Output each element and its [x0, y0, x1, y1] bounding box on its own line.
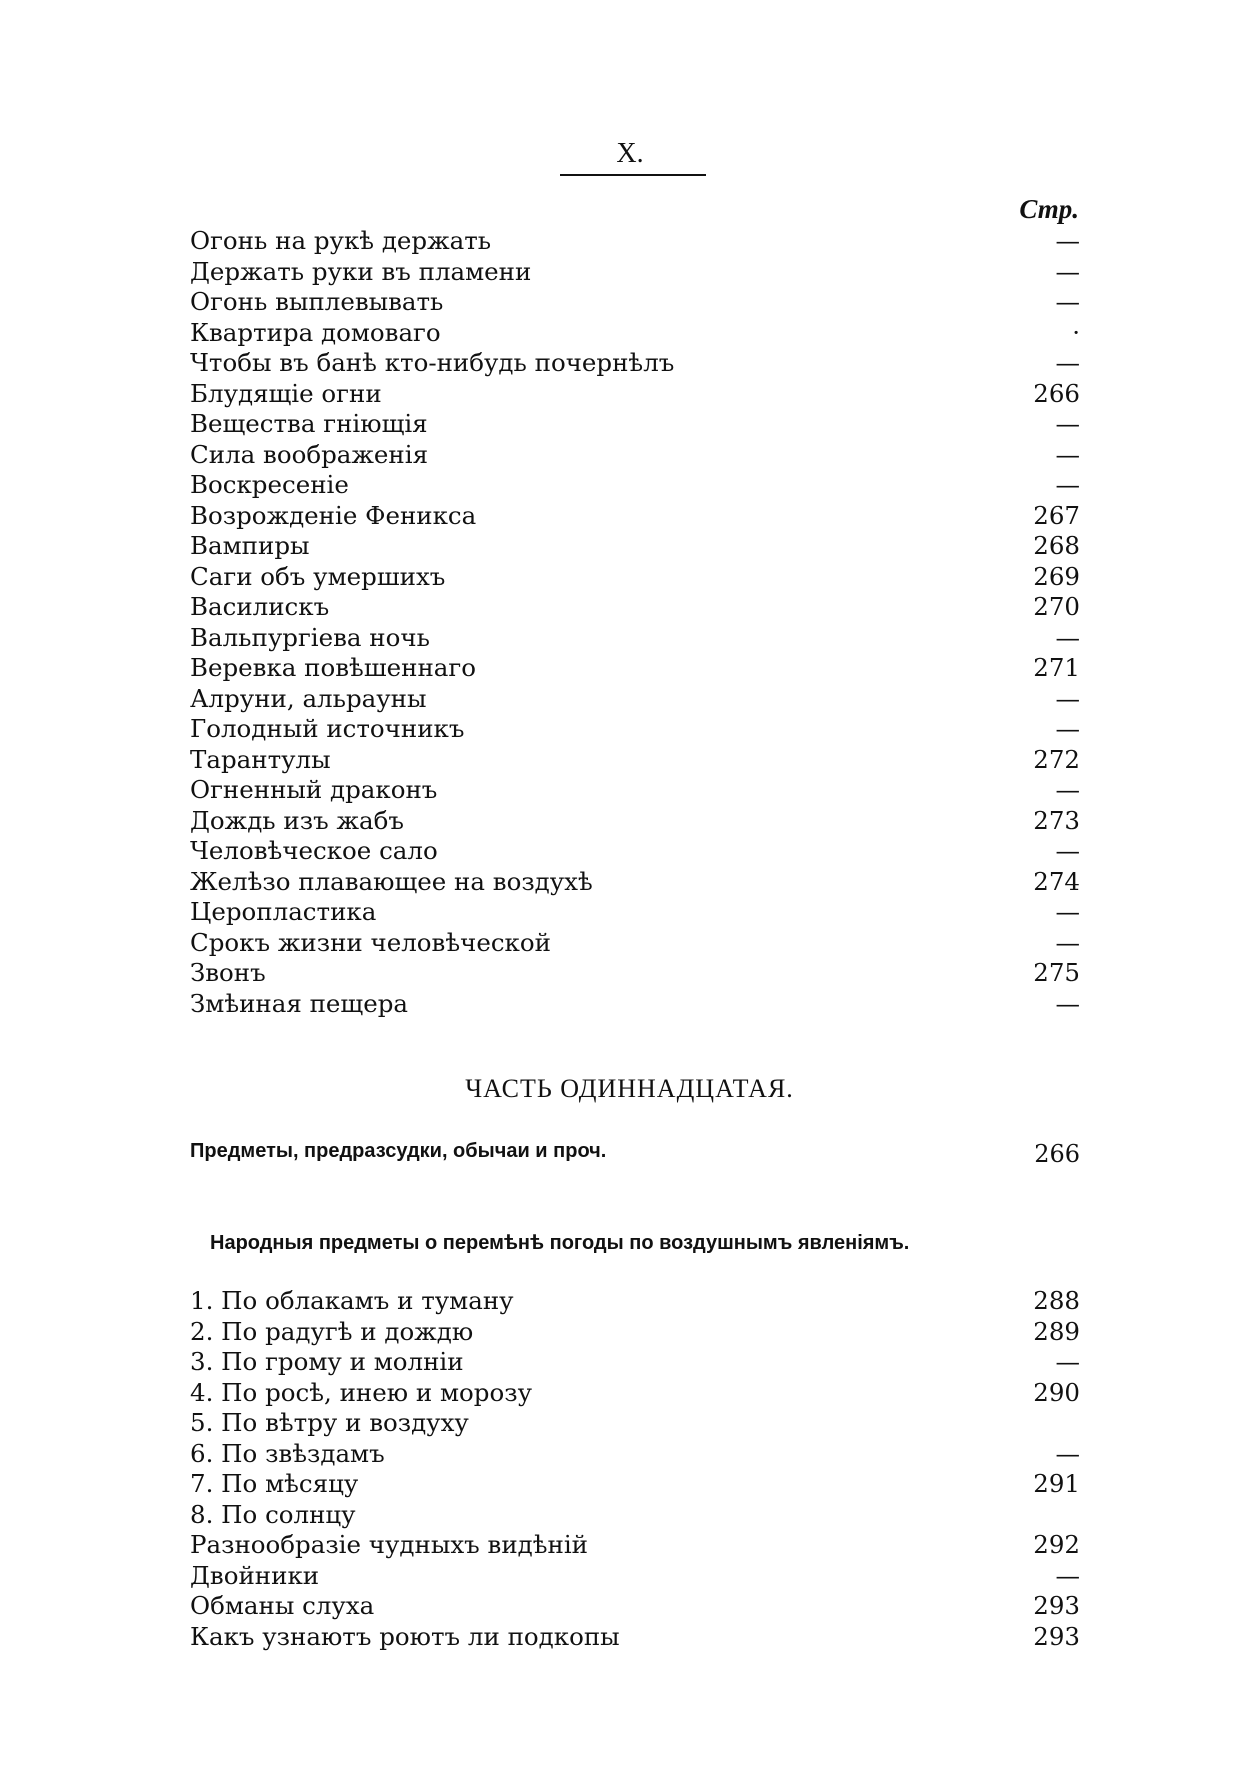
toc-entry-title: 1. По облакамъ и туману: [190, 1286, 514, 1315]
toc-entry: [190, 928, 1080, 959]
toc-entry: [190, 348, 1080, 379]
toc-entry-title: Сила воображенія: [190, 439, 429, 469]
toc-entry: [190, 1469, 1080, 1500]
toc-entry-page: —: [1055, 256, 1080, 286]
toc-entry-page: —: [1055, 836, 1080, 865]
toc-entry-page: 291: [1033, 1469, 1080, 1498]
toc-entry-page: 273: [1033, 805, 1080, 835]
toc-entry: [190, 318, 1080, 349]
toc-entry-title: 5. По вѣтру и воздуху: [190, 1408, 469, 1437]
toc-entry-title: Желѣзо плавающее на воздухѣ: [190, 866, 593, 896]
part-entry-title: Предметы, предразсудки, обычаи и проч.: [190, 1140, 607, 1162]
toc-entry-page: 293: [1033, 1621, 1080, 1651]
toc-entry: [190, 684, 1080, 715]
toc-entry-page: 274: [1033, 866, 1080, 896]
toc-entry-title: 3. По грому и молніи: [190, 1347, 464, 1376]
toc-entry-title: Огненный драконъ: [190, 775, 438, 804]
toc-entry-page: —: [1055, 1560, 1080, 1590]
toc-entry-page: —: [1055, 988, 1080, 1018]
toc-entry-title: Воскресеніе: [190, 470, 349, 499]
toc-entry: [190, 1561, 1080, 1592]
toc-entry-title: Веревка повѣшеннаго: [190, 653, 476, 682]
toc-entry-page: 270: [1033, 592, 1080, 621]
toc-entry: [190, 1591, 1080, 1622]
toc-entry: [190, 745, 1080, 776]
toc-entry-page: —: [1055, 409, 1080, 438]
toc-entry-page: 275: [1033, 958, 1080, 987]
toc-entry-title: Вещества гніющія: [190, 409, 428, 438]
toc-entry: [190, 623, 1080, 654]
header-rule: [560, 174, 706, 176]
toc-entry-title: Дождь изъ жабъ: [190, 805, 404, 835]
toc-entry-title: Звонъ: [190, 958, 266, 987]
toc-entry: [190, 775, 1080, 806]
toc-entry-title: Саги объ умершихъ: [190, 561, 446, 591]
toc-entry: [190, 379, 1080, 410]
toc-entry-page: ·: [1072, 317, 1080, 347]
toc-entry-page: —: [1055, 439, 1080, 469]
toc-entry: [190, 1317, 1080, 1348]
toc-entry-page: —: [1055, 927, 1080, 957]
toc-entry-title: 6. По звѣздамъ: [190, 1438, 385, 1468]
toc-entry: [190, 1500, 1080, 1531]
toc-list-top: [190, 226, 1080, 1019]
toc-entry-page: —: [1055, 470, 1080, 499]
toc-entry-page: 289: [1033, 1316, 1080, 1346]
toc-entry-title: Вальпургіева ночь: [190, 622, 430, 652]
toc-entry-page: 292: [1033, 1530, 1080, 1559]
toc-entry: [190, 409, 1080, 440]
weather-heading: Народныя предметы о перемѣнѣ погоды по воздушнымъ явленіямъ.: [210, 1232, 910, 1254]
toc-list-bottom: [190, 1286, 1080, 1652]
toc-entry-page: 267: [1033, 500, 1080, 530]
toc-entry-page: 271: [1033, 653, 1080, 682]
toc-entry-title: 4. По росѣ, инею и морозу: [190, 1377, 532, 1407]
toc-entry-title: Голодный источникъ: [190, 714, 465, 743]
toc-entry-title: Василискъ: [190, 592, 330, 621]
toc-entry: [190, 897, 1080, 928]
toc-entry-page: —: [1055, 287, 1080, 316]
toc-entry-page: —: [1055, 683, 1080, 713]
toc-entry-title: Квартира домоваго: [190, 317, 441, 347]
toc-entry-title: Чтобы въ банѣ кто-нибудь почернѣлъ: [190, 348, 675, 377]
toc-entry-page: 288: [1033, 1286, 1080, 1315]
toc-entry-page: —: [1055, 622, 1080, 652]
toc-entry-page: 272: [1033, 744, 1080, 774]
toc-entry-page: 269: [1033, 561, 1080, 591]
toc-entry: [190, 653, 1080, 684]
toc-entry-page: —: [1055, 1438, 1080, 1468]
toc-entry-title: Тарантулы: [190, 744, 331, 774]
toc-entry-title: Человѣческое сало: [190, 836, 438, 865]
toc-entry-title: 8. По солнцу: [190, 1499, 356, 1529]
toc-entry-page: —: [1055, 348, 1080, 377]
toc-entry-title: Блудящіе огни: [190, 378, 382, 408]
toc-entry-page: 290: [1033, 1377, 1080, 1407]
toc-entry: [190, 470, 1080, 501]
toc-entry-title: Срокъ жизни человѣческой: [190, 927, 551, 957]
toc-entry: [190, 440, 1080, 471]
toc-entry: [190, 562, 1080, 593]
toc-entry-title: Возрожденіе Феникса: [190, 500, 477, 530]
toc-entry: [190, 989, 1080, 1020]
toc-entry-page: 266: [1033, 378, 1080, 408]
toc-entry-title: Разнообразіе чудныхъ видѣній: [190, 1530, 589, 1559]
toc-entry: [190, 1286, 1080, 1317]
part-entry-page: 266: [1034, 1140, 1080, 1168]
toc-entry-title: Обманы слуха: [190, 1591, 375, 1620]
toc-entry: [190, 592, 1080, 623]
toc-entry-title: 2. По радугѣ и дождю: [190, 1316, 474, 1346]
toc-entry: [190, 1530, 1080, 1561]
toc-entry-page: —: [1055, 714, 1080, 743]
toc-entry: [190, 1408, 1080, 1439]
page-number: X.: [616, 138, 644, 169]
toc-entry: [190, 806, 1080, 837]
toc-entry: [190, 1622, 1080, 1653]
toc-entry-title: Держать руки въ пламени: [190, 256, 532, 286]
toc-entry-title: Вампиры: [190, 531, 310, 560]
toc-entry-page: 293: [1033, 1591, 1080, 1620]
toc-entry: [190, 257, 1080, 288]
toc-entry: [190, 714, 1080, 745]
toc-entry-title: Двойники: [190, 1560, 320, 1590]
toc-entry-title: 7. По мѣсяцу: [190, 1469, 359, 1498]
toc-entry: [190, 226, 1080, 257]
toc-entry-title: Церопластика: [190, 897, 377, 926]
toc-entry: [190, 867, 1080, 898]
toc-entry: [190, 287, 1080, 318]
toc-entry: [190, 1439, 1080, 1470]
part-entry: [190, 1140, 1080, 1168]
toc-entry-title: Алруни, альрауны: [190, 683, 427, 713]
toc-entry: [190, 1347, 1080, 1378]
toc-entry-page: —: [1055, 897, 1080, 926]
toc-entry: [190, 836, 1080, 867]
toc-entry-page: —: [1055, 226, 1080, 255]
toc-entry: [190, 1378, 1080, 1409]
page-column-label: Стр.: [1019, 194, 1079, 224]
toc-entry-page: 268: [1033, 531, 1080, 560]
toc-entry: [190, 958, 1080, 989]
toc-entry: [190, 531, 1080, 562]
toc-entry-page: —: [1055, 775, 1080, 804]
toc-entry: [190, 501, 1080, 532]
toc-entry-title: Огонь на рукѣ держать: [190, 226, 492, 255]
toc-entry-title: Змѣиная пещера: [190, 988, 408, 1018]
toc-entry-title: Какъ узнаютъ роютъ ли подкопы: [190, 1621, 620, 1651]
toc-entry-title: Огонь выплевывать: [190, 287, 444, 316]
part-heading: ЧАСТЬ ОДИННАДЦАТАЯ.: [465, 1074, 794, 1103]
toc-entry-page: —: [1055, 1347, 1080, 1376]
